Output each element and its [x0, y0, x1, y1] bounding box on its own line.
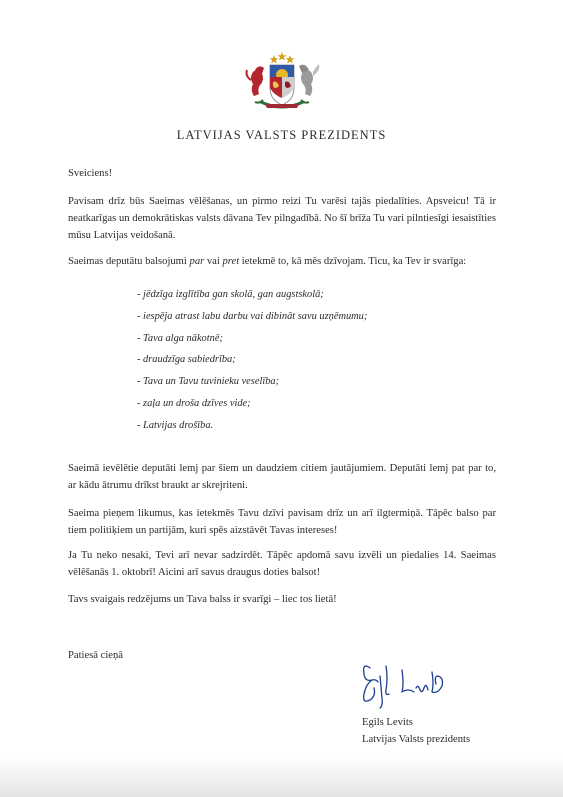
signature-icon — [356, 658, 454, 710]
greeting: Sveiciens! — [68, 168, 113, 179]
latvia-coat-of-arms-icon — [241, 50, 323, 114]
list-item: - draudzīga sabiedrība; — [137, 354, 236, 366]
list-item: - iespēja atrast labu darbu vai dibināt savu uzņēmumu; — [137, 310, 368, 322]
page-edge-shadow — [0, 757, 563, 797]
signer-name: Egils Levits — [362, 717, 413, 728]
word-pret: pret — [222, 256, 240, 267]
priorities-list — [137, 287, 367, 440]
paragraph-votes-end: ietekmē to, kā mēs dzīvojam. Ticu, ka Tev ir svarīga: — [239, 256, 467, 267]
list-item: - jēdzīga izglītība gan skolā, gan augstskolā; — [137, 289, 324, 300]
organization-title: LATVIJAS VALSTS PREZIDENTS — [176, 128, 387, 142]
paragraph-votes-middle: vai — [204, 256, 223, 267]
list-item: - Tava un Tavu tuvinieku veselība; — [137, 376, 280, 388]
list-item: - Tava alga nākotnē; — [137, 332, 223, 344]
closing-phrase: Patiesā cieņā — [68, 650, 124, 661]
paragraph-laws: Saeima pieņem likumus, kas ietekmēs Tavu dzīvi pavisam drīz un arī ilgtermiņā. Tāpēc balso par tiem politiķiem un partijām, kuri spēs aizstāvēt Tavas intereses! — [68, 508, 496, 536]
paragraph-deputies: Saeimā ievēlētie deputāti lemj par šiem un daudziem citiem jautājumiem. Deputāti lemj pat par to, ar kādu ātrumu drīkst braukt ar skrejriteni. — [68, 463, 496, 491]
signer-block — [362, 715, 470, 749]
signer-title: Latvijas Valsts prezidents — [362, 733, 471, 745]
paragraph-votes — [68, 254, 496, 271]
list-item: - zaļa un droša dzīves vide; — [137, 397, 251, 409]
word-par: par — [189, 256, 205, 267]
paragraph-votes-start: Saeimas deputātu balsojumi — [68, 256, 190, 267]
paragraph-call-to-vote: Ja Tu neko nesaki, Tevi arī nevar sadzirdēt. Tāpēc apdomā savu izvēli un piedalies 14. Saeimas vēlēšanās 1. oktobrī! Aicini arī savus draugus doties balsot! — [68, 550, 496, 578]
paragraph-intro: Pavisam drīz būs Saeimas vēlēšanas, un pirmo reizi Tu varēsi tajās piedalīties. Apsveicu! Tā ir neatkarīgas un demokrātiskas valsts dāvana Tev pilngadībā. No šī brīža Tu vari pilntiesīgi iesaistīties mūsu Latvijas veidošanā. — [68, 196, 496, 241]
list-item: - Latvijas drošība. — [137, 419, 214, 431]
paragraph-motto: Tavs svaigais redzējums un Tava balss ir svarīgi – liec tos lietā! — [68, 594, 337, 605]
